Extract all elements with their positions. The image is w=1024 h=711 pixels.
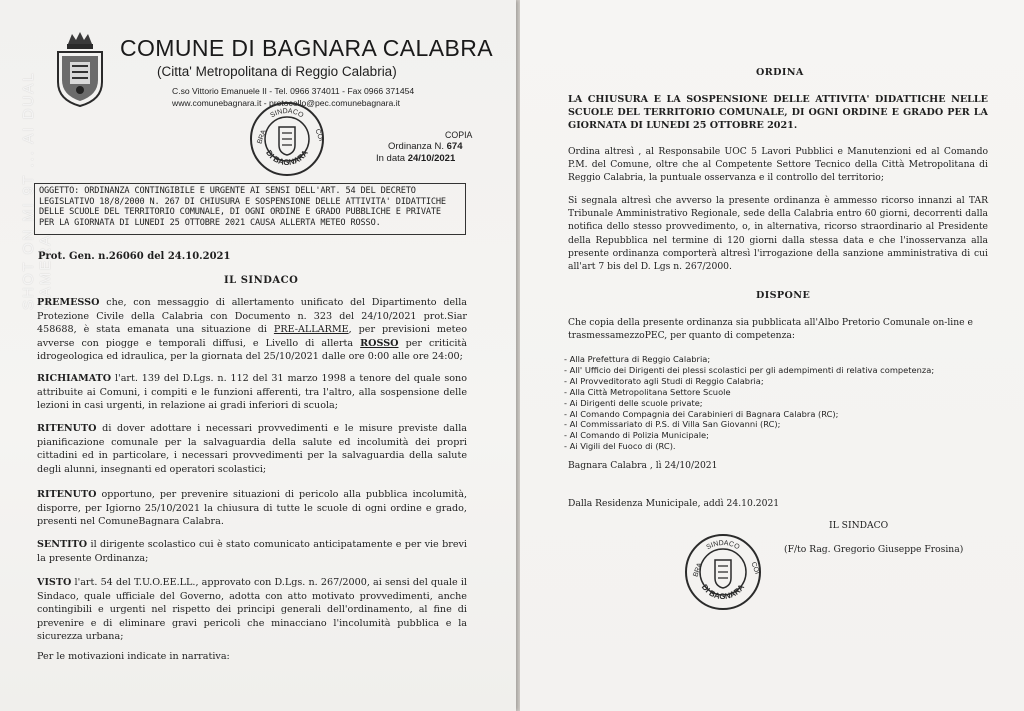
signature-stamp <box>684 533 762 611</box>
municipality-address: C.so Vittorio Emanuele II - Tel. 0966 374011 - Fax 0966 371454 <box>172 86 415 96</box>
subject-line: DELLE SCUOLE DEL TERRITORIO COMUNALE, DI OGNI ORDINE E GRADO PUBBLICHE E PRIVATE <box>39 207 441 218</box>
stamp-left-text: BRA <box>692 561 704 578</box>
signature-name: (F/to Rag. Gregorio Giuseppe Frosina) <box>784 544 964 555</box>
svg-text:SINDACO <box>269 108 305 120</box>
list-item: - Al Comando Compagnia dei Carabinieri di Bagnara Calabra (RC); <box>564 408 839 419</box>
list-item: - Al Provveditorato agli Studi di Reggio Calabria; <box>564 375 764 386</box>
keyword-visto: VISTO <box>37 577 72 588</box>
stamp-bottom-text: DI BAGNARA <box>699 582 747 602</box>
coat-of-arms-logo <box>52 30 108 108</box>
alert-level-rosso: ROSSO <box>360 337 399 349</box>
municipality-title: COMUNE DI BAGNARA CALABRA <box>120 35 493 61</box>
subject-line: LEGISLATIVO 18/8/2000 N. 267 DI CHIUSURA E SOSPENSIONE DELLE ATTIVITA' DIDATTICHE <box>39 196 446 207</box>
ordina-altresi-paragraph: Ordina altresì , al Responsabile UOC 5 Lavori Pubblici e Manutenzioni ed al Comando P.M. del Comune, oltre che al Competente Settore Tecnico della Città Metropolitana di Reggio Calabria, la puntuale osservanza e il controllo del territorio; <box>568 146 988 184</box>
dispone-heading: DISPONE <box>756 290 811 301</box>
right-page <box>520 0 1024 711</box>
ordinance-number: 674 <box>446 141 463 152</box>
subject-box <box>34 183 466 235</box>
svg-text:DI BAGNARA <box>264 148 310 167</box>
ordinance-number-line <box>388 141 462 152</box>
ordina-text: LA CHIUSURA E LA SOSPENSIONE DELLE ATTIVITA' DIDATTICHE NELLE SCUOLE DEL TERRITORIO COMUNALE, DI OGNI ORDINE E GRADO PER LA GIORNATA DI LUNEDI 25 OTTOBRE 2021. <box>568 94 988 132</box>
svg-text:SINDACO <box>705 540 741 552</box>
municipality-subtitle: (Citta' Metropolitana di Reggio Calabria) <box>157 64 397 79</box>
list-item: - Alla Città Metropolitana Settore Scuole <box>564 386 731 397</box>
paragraph-richiamato: RICHIAMATO l'art. 139 del D.Lgs. n. 112 del 31 marzo 1998 a tenore del quale sono attribuite ai Comuni, i compiti e le funzioni afferenti, tra l'altro, alla sospensione delle lezioni in casi urgenti, in relazione ai gradi inferiori di scuola; <box>37 373 467 412</box>
mayor-heading: IL SINDACO <box>224 275 299 286</box>
keyword-premesso: PREMESSO <box>37 297 100 308</box>
ordinance-label: Ordinanza N. <box>388 141 444 152</box>
svg-text:DI BAGNARA <box>700 583 746 602</box>
signature-title: IL SINDACO <box>829 520 889 531</box>
ricorso-paragraph: Si segnala altresì che avverso la presente ordinanza è ammesso ricorso innanzi al TAR Tribunale Amministrativo Regionale, sede della Calabria entro 60 giorni, decorrenti dalla notifica dello stesso provvedimento, o, in alternativa, ricorso straordinario al Presidente della Repubblica nel termine di 120 giorni dalla stessa data e che l'inosservanza alla presente ordinanza comporterà altresì l'irrogazione della sanzione amministrativa di cui all'art 7 bis del D. Lgs n. 267/2000. <box>568 195 988 273</box>
list-item: - All' Ufficio dei Dirigenti dei plessi scolastici per gli adempimenti di relativa competenza; <box>564 364 935 375</box>
list-item: - Ai Vigili del Fuoco di (RC). <box>564 441 676 452</box>
keyword-ritenuto: RITENUTO <box>37 489 97 500</box>
list-item: - Al Commissariato di P.S. di Villa San Giovanni (RC); <box>564 419 781 430</box>
alert-pre-allarme: PRE-ALLARME <box>273 324 349 336</box>
paragraph-sentito: SENTITO il dirigente scolastico cui è stato comunicato anticipatamente e per vie brevi la presente Ordinanza; <box>37 539 467 564</box>
ordina-heading: ORDINA <box>756 67 804 78</box>
place-date: Bagnara Calabra , lì 24/10/2021 <box>568 460 718 471</box>
stamp-bottom-text: DI BAGNARA <box>264 148 310 168</box>
recipients-list <box>564 354 994 452</box>
list-item: - Alla Prefettura di Reggio Calabria; <box>564 354 711 364</box>
subject-line: PER LA GIORNATA DI LUNEDI 25 OTTOBRE 2021 CAUSA ALLERTA METEO ROSSO. <box>39 217 381 228</box>
motivazioni-line: Per le motivazioni indicate in narrativa: <box>37 651 230 662</box>
municipality-web: www.comunebagnara.it - protocollo@pec.comunebagnara.it <box>172 98 400 108</box>
stamp-right-text: COI <box>749 561 761 576</box>
keyword-ritenuto: RITENUTO <box>37 423 97 434</box>
keyword-richiamato: RICHIAMATO <box>37 373 112 384</box>
subject-line: OGGETTO: ORDINANZA CONTINGIBILE E URGENTE AI SENSI DELL'ART. 54 DEL DECRETO <box>39 186 416 196</box>
paragraph-visto: VISTO l'art. 54 del T.U.O.EE.LL., approvato con D.Lgs. n. 267/2000, ai sensi del quale il Sindaco, quale ufficiale del Governo, adotta con atto motivato provvedimenti, anche contingibili e urgenti nel rispetto dei principi generali dell'ordinamento, al fine di prevenire e di eliminare gravi pericoli che minacciano l'incolumità pubblica e la sicurezza urbana; <box>37 577 467 643</box>
list-item: - Al Comando di Polizia Municipale; <box>564 430 709 441</box>
dispone-text: Che copia della presente ordinanza sia pubblicata all'Albo Pretorio Comunale on-line e trasmessamezzoPEC, per quanto di competenza: <box>568 317 973 342</box>
stamp-top-text: SINDACO <box>705 539 741 552</box>
list-item: - Ai Dirigenti delle scuole private; <box>564 397 703 408</box>
camera-watermark: SHOT ON MI 9T ... AI DUAL CAMERA <box>20 71 54 310</box>
stamp-top-text: SINDACO <box>269 107 305 120</box>
stamp-left-text: BRA <box>256 128 268 145</box>
residence-date: Dalla Residenza Municipale, addì 24.10.2021 <box>568 498 780 509</box>
paragraph-premesso: PREMESSO che, con messaggio di allertamento unificato del Dipartimento della Protezione Civile della Calabria con Documento n. 323 del 24/10/2021 prot.Siar 458688, è stata emanata una situazione di PRE-ALLARME, per previsioni meteo avverse con piogge e temporali diffusi, e Livello di allerta ROSSO per criticità idrogeologica ed idraulica, per la giornata del 25/10/2021 dalle ore 0:00 alle ore 24:00; <box>37 297 467 363</box>
date-label: In data <box>376 153 406 164</box>
official-stamp <box>249 101 325 177</box>
stamp-right-text: COI <box>313 128 325 143</box>
copy-label: COPIA <box>445 130 473 140</box>
paragraph-ritenuto-1: RITENUTO di dover adottare i necessari provvedimenti e le misure previste dalla pianificazione comunale per la salvaguardia della salute ed incolumità dei propri cittadini ed in particolare, i necessari provvedimenti per la salvaguardia della salute degli alunni, insegnanti ed operatori scolastici; <box>37 423 467 475</box>
date-value: 24/10/2021 <box>407 153 456 164</box>
keyword-sentito: SENTITO <box>37 539 88 550</box>
ordinance-date-line <box>376 153 455 164</box>
paragraph-ritenuto-2: RITENUTO opportuno, per prevenire situazioni di pericolo alla pubblica incolumità, disporre, per Igiorno 25/10/2021 la chiusura di tutte le scuole di ogni ordine e grado, presenti nel ComuneBagnara Calabra. <box>37 489 467 528</box>
protocol-number: Prot. Gen. n.26060 del 24.10.2021 <box>38 251 231 262</box>
